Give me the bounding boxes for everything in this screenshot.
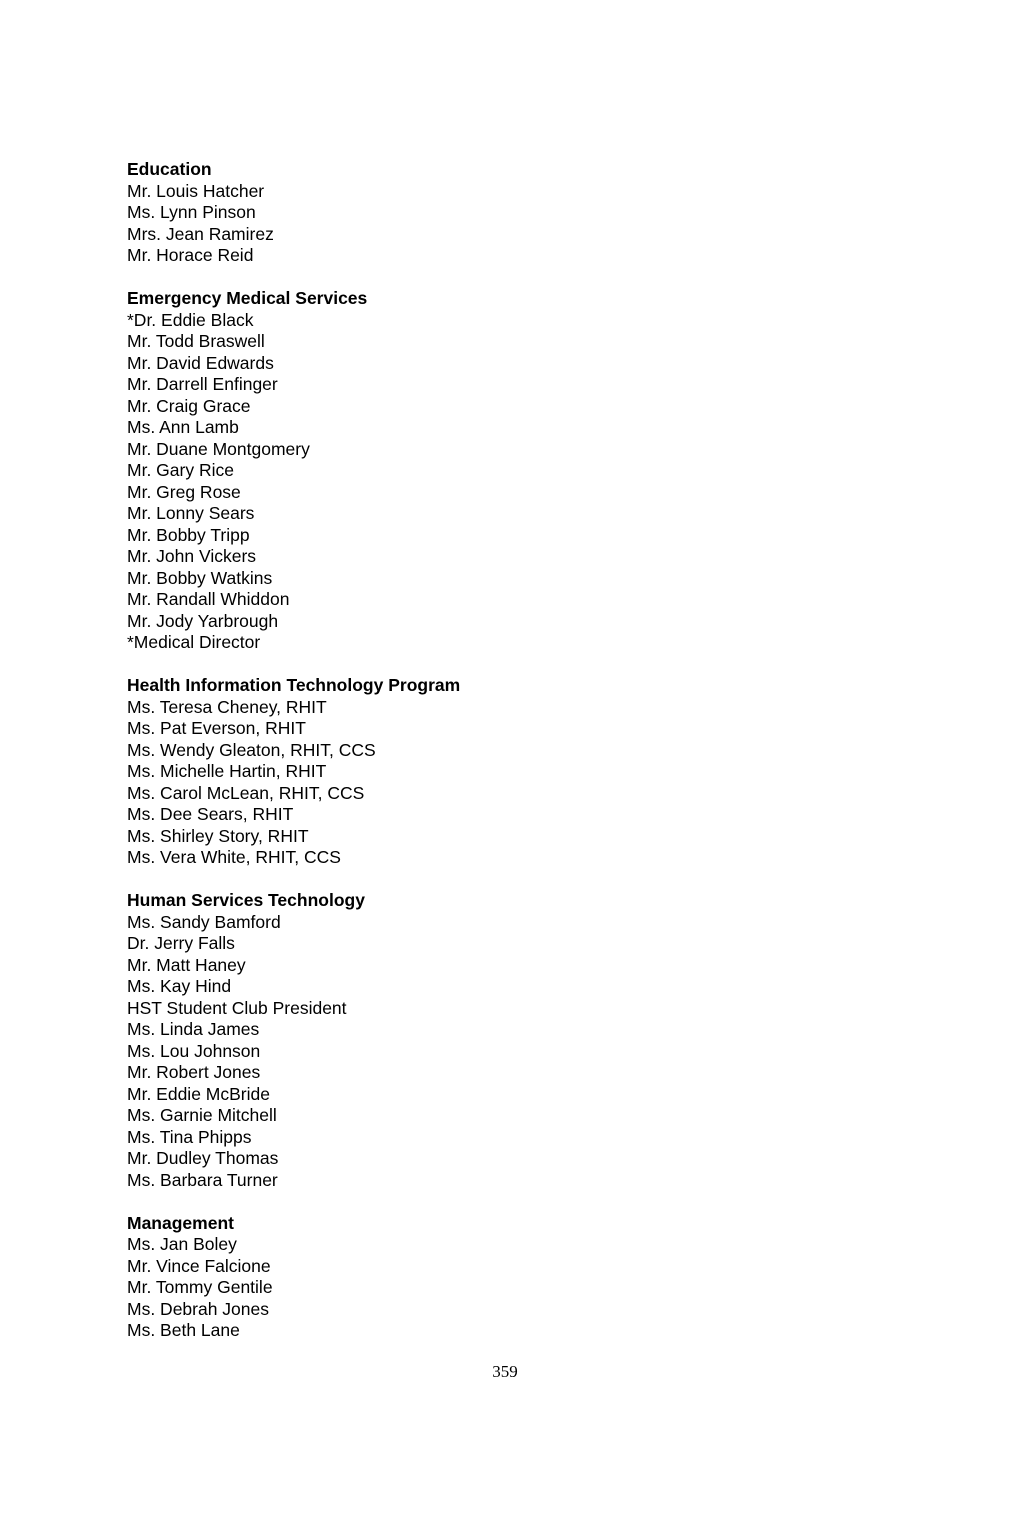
member-entry: Ms. Ann Lamb (127, 417, 239, 437)
member-entry: Mr. Horace Reid (127, 245, 254, 265)
member-entry: Ms. Tina Phipps (127, 1126, 252, 1147)
member-entry: Mr. Duane Montgomery (127, 438, 310, 459)
section-heading: Human Services Technology (127, 890, 365, 910)
section-management (127, 1213, 887, 1342)
member-entry: Ms. Garnie Mitchell (127, 1105, 277, 1125)
member-entry: Mr. Lonny Sears (127, 503, 255, 523)
member-entry: Mr. Tommy Gentile (127, 1277, 273, 1297)
member-entry: Ms. Vera White, RHIT, CCS (127, 847, 341, 867)
member-entry: HST Student Club President (127, 997, 347, 1018)
member-entry: Ms. Sandy Bamford (127, 911, 281, 932)
member-entry: Ms. Kay Hind (127, 976, 232, 996)
member-entry: Ms. Pat Everson, RHIT (127, 718, 306, 738)
member-entry: *Dr. Eddie Black (127, 309, 254, 330)
member-entry: Mr. Vince Falcione (127, 1255, 271, 1276)
member-entry: Mr. Greg Rose (127, 481, 241, 502)
member-entry: Mr. David Edwards (127, 352, 274, 373)
section-heading: Emergency Medical Services (127, 288, 368, 308)
document-body (127, 159, 887, 1342)
member-entry: Ms. Lou Johnson (127, 1040, 261, 1061)
member-entry: Ms. Linda James (127, 1019, 260, 1039)
member-entry: Mr. Robert Jones (127, 1062, 261, 1082)
section-education (127, 159, 887, 267)
member-entry: Mr. Gary Rice (127, 460, 234, 480)
member-entry: Mrs. Jean Ramirez (127, 223, 274, 244)
section-heading: Education (127, 159, 212, 179)
member-entry: Dr. Jerry Falls (127, 933, 235, 953)
section-heading: Health Information Technology Program (127, 675, 461, 695)
member-entry: Ms. Carol McLean, RHIT, CCS (127, 782, 365, 803)
member-entry: Mr. Jody Yarbrough (127, 610, 279, 631)
member-entry: Ms. Wendy Gleaton, RHIT, CCS (127, 739, 376, 760)
member-entry: Mr. Bobby Watkins (127, 567, 273, 588)
member-entry: Ms. Beth Lane (127, 1320, 240, 1340)
section-heading: Management (127, 1212, 234, 1233)
member-entry: Mr. Randall Whiddon (127, 589, 290, 609)
member-entry: Ms. Lynn Pinson (127, 202, 256, 222)
member-entry: Mr. Darrell Enfinger (127, 374, 278, 394)
member-entry: Mr. John Vickers (127, 546, 257, 566)
member-entry: Mr. Dudley Thomas (127, 1148, 279, 1168)
member-entry: Mr. Louis Hatcher (127, 180, 265, 201)
member-entry: Mr. Craig Grace (127, 395, 251, 416)
member-entry: *Medical Director (127, 632, 261, 652)
member-entry: Mr. Todd Braswell (127, 331, 265, 351)
member-entry: Ms. Michelle Hartin, RHIT (127, 761, 327, 781)
member-entry: Ms. Jan Boley (127, 1234, 237, 1254)
member-entry: Mr. Matt Haney (127, 954, 246, 975)
member-entry: Ms. Shirley Story, RHIT (127, 825, 309, 846)
member-entry: Ms. Debrah Jones (127, 1298, 270, 1319)
member-entry: Mr. Eddie McBride (127, 1083, 270, 1104)
section-emergency-medical-services (127, 288, 887, 654)
member-entry: Ms. Barbara Turner (127, 1169, 278, 1190)
member-entry: Mr. Bobby Tripp (127, 524, 250, 545)
member-entry: Ms. Teresa Cheney, RHIT (127, 696, 327, 717)
member-entry: Ms. Dee Sears, RHIT (127, 804, 294, 824)
section-human-services-technology (127, 890, 887, 1191)
page-number: 359 (492, 1362, 518, 1381)
section-health-information-technology-program (127, 675, 887, 869)
